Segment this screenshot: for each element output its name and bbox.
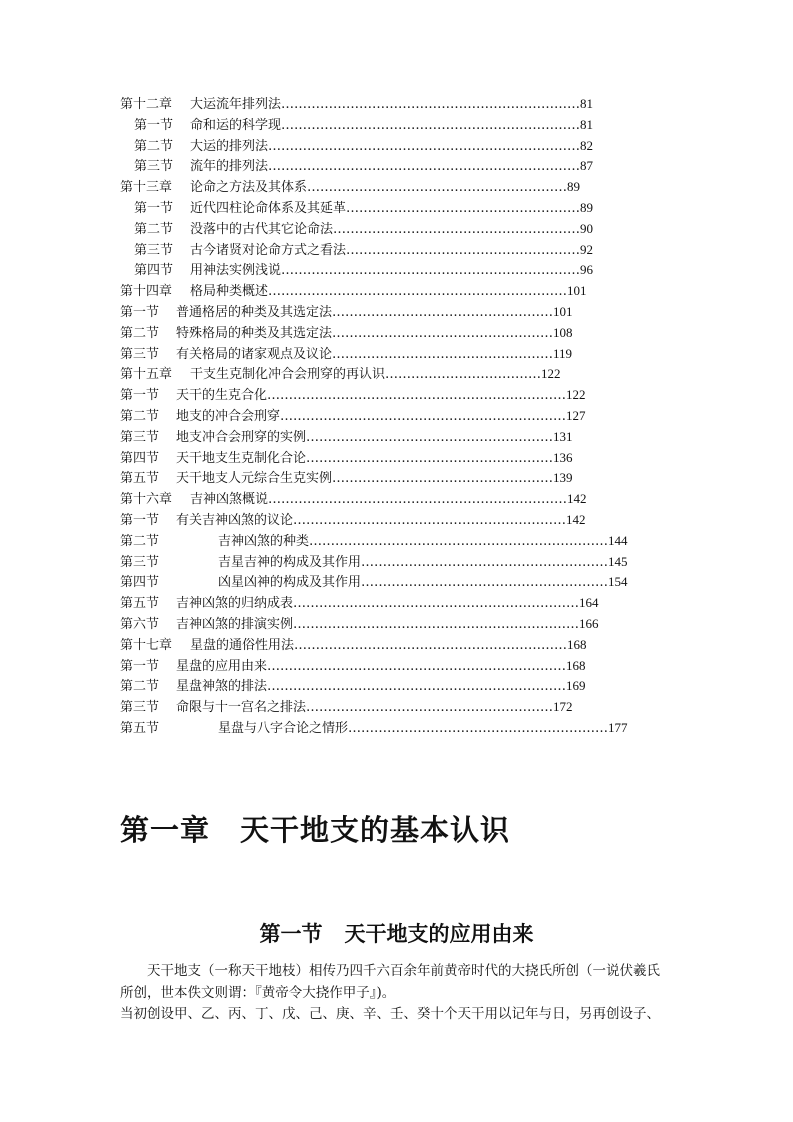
toc-entry-page: 122 xyxy=(541,366,561,382)
toc-entry-title: 普通格居的种类及其选定法 xyxy=(176,305,333,320)
toc-entry xyxy=(120,677,586,695)
toc-entry-label: 第一节 xyxy=(134,117,174,133)
toc-entry-label: 第二节 xyxy=(120,409,160,424)
toc-entry-title: 吉星吉神的构成及其作用 xyxy=(218,554,362,570)
toc-entry-label: 第十三章 xyxy=(120,180,173,196)
toc-entry-page: 142 xyxy=(567,491,587,507)
toc-entry-page: 131 xyxy=(553,428,573,444)
toc-entry-label: 第二节 xyxy=(134,138,174,154)
toc-entry-label: 第五节 xyxy=(120,596,160,612)
toc-entry xyxy=(120,386,586,404)
toc-entry-label: 第二节 xyxy=(134,221,174,237)
toc-entry-page: 96 xyxy=(580,262,594,278)
toc-entry-label: 第三节 xyxy=(120,554,160,570)
toc-entry-leader: ………………………………………………………… xyxy=(293,617,580,632)
toc-entry-label: 第一节 xyxy=(120,305,160,320)
toc-entry-title: 论命之方法及其体系 xyxy=(190,180,308,196)
toc-entry-title: 吉神凶煞概说 xyxy=(190,492,269,508)
toc-entry xyxy=(120,532,628,550)
toc-entry xyxy=(120,345,572,363)
toc-entry xyxy=(134,116,593,134)
toc-entry-title: 格局种类概述 xyxy=(190,284,269,300)
toc-entry-leader: …………………………………………………………… xyxy=(267,388,567,404)
toc-entry xyxy=(134,261,593,279)
toc-entry-page: 172 xyxy=(553,699,573,715)
toc-entry-leader: …………………………………………… xyxy=(332,325,554,341)
toc-entry-title: 凶星凶神的构成及其作用 xyxy=(218,575,362,591)
toc-entry-label: 第四节 xyxy=(120,450,160,466)
toc-entry-leader: …………………………………………………………… xyxy=(281,263,581,279)
toc-entry-page: 108 xyxy=(553,324,573,340)
toc-entry-title: 吉神凶煞的归纳成表 xyxy=(176,596,294,612)
toc-entry-leader: ……………………………………………………… xyxy=(293,513,567,528)
toc-entry-leader: ……………………………………………………………… xyxy=(268,138,581,154)
toc-entry-label: 第十五章 xyxy=(120,367,173,383)
toc-entry-title: 干支生克制化冲合会刑穿的再认识 xyxy=(190,367,386,383)
toc-entry xyxy=(120,698,573,716)
toc-entry-title: 古今诸贤对论命方式之看法 xyxy=(190,242,347,258)
toc-entry-title: 星盘神煞的排法 xyxy=(176,679,268,695)
toc-entry-title: 有关吉神凶煞的议论 xyxy=(176,513,294,528)
toc-entry-label: 第三节 xyxy=(120,429,160,445)
toc-entry-leader: ………………………………………………… xyxy=(306,700,554,716)
toc-entry-title: 命限与十一宫名之排法 xyxy=(176,700,307,716)
toc-entry-leader: ………………………………………………… xyxy=(361,554,609,570)
toc-entry-leader: ………………………………………………… xyxy=(306,450,554,466)
toc-entry-title: 大运的排列法 xyxy=(190,138,269,154)
toc-entry-label: 第三节 xyxy=(120,700,160,716)
toc-entry-label: 第一节 xyxy=(120,388,160,404)
toc-entry xyxy=(120,178,580,196)
toc-entry xyxy=(120,303,573,321)
toc-entry xyxy=(120,490,587,508)
body-paragraph-line: 当初创设甲、乙、丙、丁、戊、己、庚、辛、壬、癸十个天干用以记年与日，另再创设子、 xyxy=(120,1006,660,1022)
toc-entry-leader: ……………………………………………… xyxy=(346,242,581,258)
body-paragraph-line: 天干地支（一称天干地枝）相传乃四千六百余年前黄帝时代的大挠氏所创（一说伏羲氏 xyxy=(147,963,660,979)
toc-entry-page: 81 xyxy=(580,116,594,132)
toc-entry-page: 144 xyxy=(608,532,628,548)
toc-entry-page: 89 xyxy=(580,200,594,215)
toc-entry-label: 第五节 xyxy=(120,471,160,487)
toc-entry-page: 145 xyxy=(608,553,628,569)
toc-entry-leader: ……………………………………………… xyxy=(346,201,581,216)
toc-entry-title: 没落中的古代其它论命法 xyxy=(190,221,334,237)
chapter-title: 天干地支的基本认识 xyxy=(240,813,511,847)
section-title: 天干地支的应用由来 xyxy=(344,922,534,946)
toc-entry-page: 139 xyxy=(553,470,573,486)
toc-entry-title: 流年的排列法 xyxy=(190,159,269,175)
toc-entry-page: 169 xyxy=(566,678,586,694)
toc-entry-title: 星盘的通俗性用法 xyxy=(190,637,295,653)
toc-entry-title: 地支的冲合会刑穿 xyxy=(176,409,281,424)
toc-entry-label: 第二节 xyxy=(120,533,160,549)
toc-entry-label: 第四节 xyxy=(120,575,160,591)
toc-entry-title: 星盘的应用由来 xyxy=(176,658,268,674)
toc-entry-leader: ………………………………………………………… xyxy=(280,409,567,424)
toc-entry-page: 164 xyxy=(579,595,599,611)
toc-entry-label: 第三节 xyxy=(134,159,174,175)
toc-entry-label: 第十四章 xyxy=(120,284,173,300)
toc-entry-leader: ……………………………………………………………… xyxy=(268,159,581,175)
toc-entry-title: 特殊格局的种类及其选定法 xyxy=(176,325,333,341)
toc-entry xyxy=(134,241,593,259)
toc-entry-title: 命和运的科学现 xyxy=(190,117,282,133)
toc-entry-leader: …………………………………………………………… xyxy=(281,97,581,112)
toc-entry-title: 近代四柱论命体系及其延革 xyxy=(190,201,347,216)
toc-entry xyxy=(120,573,628,591)
toc-entry-leader: ………………………………………………… xyxy=(333,221,581,237)
toc-entry xyxy=(120,95,593,113)
toc-entry-label: 第二节 xyxy=(120,325,160,341)
toc-entry-leader: …………………………………………………… xyxy=(307,180,568,196)
section-label: 第一节 xyxy=(259,922,323,946)
toc-entry-page: 122 xyxy=(566,387,586,403)
toc-entry-leader: ………………………………………………… xyxy=(306,429,554,445)
body-paragraph-line: 所创，世本佚文则谓：『黄帝令大挠作甲子』)。 xyxy=(120,985,396,1001)
toc-entry-leader: …………………………………………………………… xyxy=(267,679,567,695)
toc-entry-title: 吉神凶煞的种类 xyxy=(218,533,310,549)
toc-entry-label: 第六节 xyxy=(120,617,160,632)
toc-entry-title: 天干的生克合化 xyxy=(176,388,268,404)
toc-entry-leader: ……………………………………………………… xyxy=(294,637,568,653)
toc-entry-leader: …………………………………………………………… xyxy=(267,658,567,674)
toc-entry-page: 82 xyxy=(580,137,594,153)
toc-entry xyxy=(120,428,573,446)
toc-entry-leader: …………………………………………………………… xyxy=(309,533,609,549)
toc-entry-leader: …………………………………………… xyxy=(332,471,554,487)
toc-entry-page: 166 xyxy=(579,616,599,631)
toc-entry-page: 101 xyxy=(553,304,573,319)
toc-entry-page: 136 xyxy=(553,449,573,465)
toc-entry xyxy=(120,469,573,487)
toc-entry-page: 92 xyxy=(580,241,594,257)
toc-entry-label: 第二节 xyxy=(120,679,160,695)
toc-entry-title: 大运流年排列法 xyxy=(190,97,282,112)
toc-entry-label: 第十六章 xyxy=(120,492,173,508)
toc-entry xyxy=(120,365,561,383)
toc-entry xyxy=(134,157,593,175)
toc-entry-title: 地支冲合会刑穿的实例 xyxy=(176,429,307,445)
toc-entry-title: 有关格局的诸家观点及议论 xyxy=(176,346,333,362)
toc-entry-page: 127 xyxy=(566,408,586,423)
toc-entry-leader: …………………………………………………………… xyxy=(268,492,568,508)
toc-entry xyxy=(134,220,593,238)
toc-entry-label: 第十七章 xyxy=(120,637,173,653)
toc-entry-label: 第十二章 xyxy=(120,97,173,112)
toc-entry-title: 吉神凶煞的排演实例 xyxy=(176,617,294,632)
toc-entry-title: 用神法实例浅说 xyxy=(190,263,282,279)
section-heading xyxy=(0,918,793,950)
toc-entry-leader: …………………………………………………… xyxy=(348,721,609,736)
toc-entry xyxy=(120,719,628,737)
toc-entry-page: 90 xyxy=(580,220,594,236)
toc-entry xyxy=(120,407,586,425)
toc-entry xyxy=(120,282,587,300)
toc-entry-page: 168 xyxy=(567,636,587,652)
toc-entry-leader: ………………………………………………… xyxy=(361,575,609,591)
toc-entry xyxy=(120,594,599,612)
toc-entry-title: 星盘与八字合论之情形 xyxy=(218,721,349,736)
toc-entry-leader: …………………………………………… xyxy=(332,305,554,320)
toc-entry-page: 142 xyxy=(566,512,586,527)
toc-entry xyxy=(120,553,628,571)
toc-entry-page: 119 xyxy=(553,345,573,361)
toc-entry xyxy=(120,511,586,529)
toc-entry-page: 101 xyxy=(567,283,587,299)
toc-entry-label: 第三节 xyxy=(134,242,174,258)
toc-entry-title: 天干地支生克制化合论 xyxy=(176,450,307,466)
toc-entry-label: 第四节 xyxy=(134,263,174,279)
toc-entry-title: 天干地支人元综合生克实例 xyxy=(176,471,333,487)
toc-entry xyxy=(120,449,573,467)
toc-entry-page: 81 xyxy=(580,96,594,111)
toc-entry xyxy=(120,657,586,675)
toc-entry-label: 第五节 xyxy=(120,721,160,736)
toc-entry-page: 177 xyxy=(608,720,628,735)
chapter-label: 第一章 xyxy=(120,813,211,847)
toc-entry-page: 168 xyxy=(566,657,586,673)
toc-entry xyxy=(120,324,573,342)
toc-entry xyxy=(134,137,593,155)
toc-entry-label: 第一节 xyxy=(120,658,160,674)
toc-entry xyxy=(120,615,599,633)
toc-entry-leader: ………………………………………………………… xyxy=(293,596,580,612)
chapter-heading xyxy=(120,808,510,852)
toc-entry-leader: …………………………………………………………… xyxy=(268,284,568,300)
toc-entry-label: 第三节 xyxy=(120,346,160,362)
toc-entry-leader: …………………………………………………………… xyxy=(281,117,581,133)
toc-entry-page: 154 xyxy=(608,574,628,590)
toc-entry-leader: …………………………………………… xyxy=(332,346,554,362)
toc-entry-label: 第一节 xyxy=(134,201,174,216)
toc-entry-page: 89 xyxy=(567,179,581,195)
toc-entry-label: 第一节 xyxy=(120,513,160,528)
toc-entry-leader: ……………………………… xyxy=(385,367,542,383)
toc-entry xyxy=(120,636,587,654)
toc-entry-page: 87 xyxy=(580,158,594,174)
toc-entry xyxy=(134,199,593,217)
